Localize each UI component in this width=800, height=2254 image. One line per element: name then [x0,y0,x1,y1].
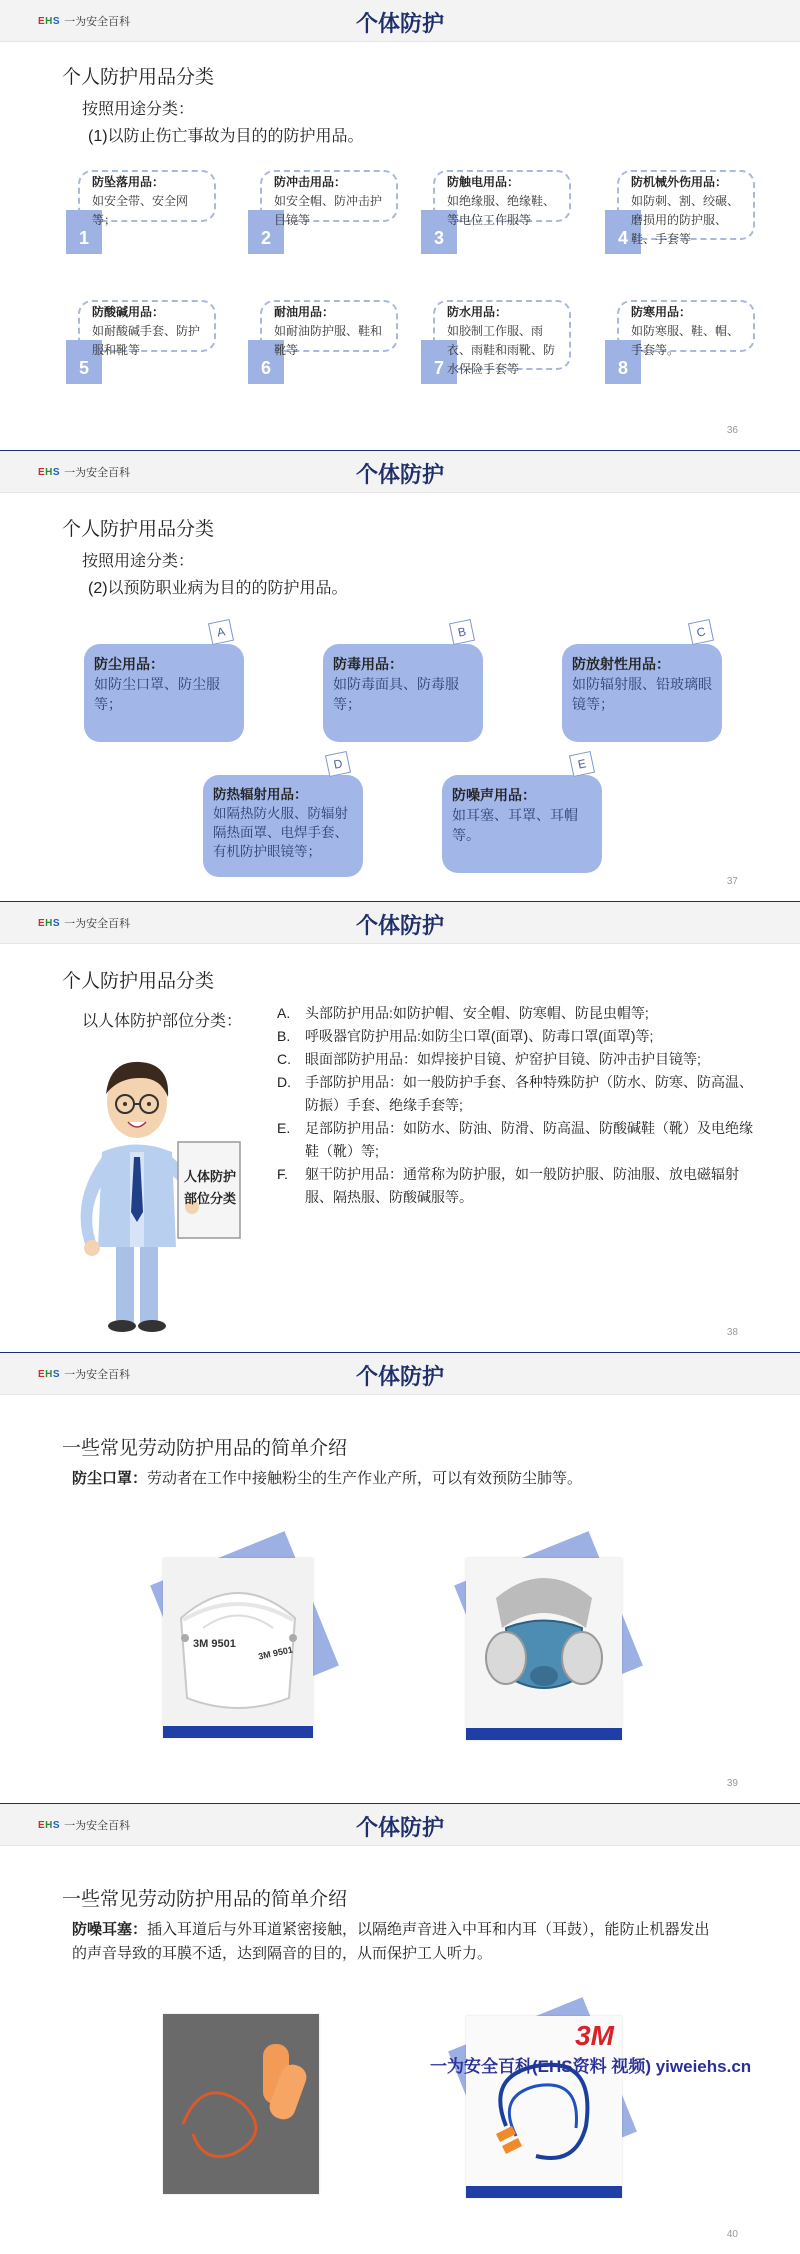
respirator-photo [466,1558,622,1740]
intro-text: 插入耳道后与外耳道紧密接触，以隔绝声音进入中耳和内耳（耳鼓），能防止机器发出的声音导致的耳膜不适，达到隔音的目的，从而保护工人听力。 [72,1921,710,1962]
slide-header [0,1353,800,1395]
box-text [447,173,565,230]
box-number: 3 [421,210,457,254]
box-name: 防寒用品： [631,305,692,319]
slide-title: 个体防护 [355,11,444,36]
slide-title: 个体防护 [355,1815,444,1840]
board-text: 人体防护部位分类 [183,1169,236,1206]
box-number: 6 [248,340,284,384]
category-bubble-c [562,644,722,742]
box-desc: 如安全带、安全网等； [92,194,189,227]
section-subheading: 按照用途分类： [82,101,195,118]
box-number: 8 [605,340,641,384]
bubble-name: 防放射性用品： [572,656,670,672]
item-letter: A. [277,1005,291,1021]
dust-mask-image [163,1558,313,1726]
list-item [277,1117,757,1163]
item-letter: F. [277,1166,288,1182]
earplugs-image [163,2014,319,2194]
box-number: 2 [248,210,284,254]
slide-header [0,451,800,493]
section-subheading: 以人体防护部位分类： [82,1013,243,1030]
slide-36 [0,0,800,450]
bubble-desc: 如耳塞、耳罩、耳帽等。 [452,807,578,843]
item-text: 头部防护用品:如防护帽、安全帽、防寒帽、防昆虫帽等; [305,1005,649,1021]
box-text [92,173,210,230]
category-box-1 [66,170,216,258]
slide-title: 个体防护 [355,1364,444,1389]
list-item [277,1002,757,1025]
category-bubble-e [442,775,602,873]
bubble-name: 防热辐射用品： [213,787,308,802]
category-bubble-d [203,775,363,877]
item-text: 眼面部防护用品：如焊接护目镜、炉窑护目镜、防冲击护目镜等; [305,1051,701,1067]
page-number: 40 [726,2229,738,2240]
slide-title: 个体防护 [355,462,444,487]
logo-mark: EHS [38,466,61,478]
section-heading: 个人防护用品分类 [62,67,215,88]
bubble-tag-c: C [688,619,714,645]
section-heading: 一些常见劳动防护用品的简单介绍 [62,1438,348,1459]
page-number: 37 [726,876,738,887]
box-number: 7 [421,340,457,384]
logo-text: 一为安全百科 [64,16,131,28]
section-subheading: 按照用途分类： [82,553,195,570]
bubble-name: 防尘用品： [94,656,164,672]
box-desc: 如耐油防护服、鞋和靴等 [274,324,383,357]
category-box-4 [605,170,755,258]
box-text [631,303,749,360]
slide-header [0,902,800,944]
category-bubble-a [84,644,244,742]
box-desc: 如绝缘服、绝缘鞋、等电位工作服等 [447,194,556,227]
respirator-image [466,1558,622,1728]
slide-title: 个体防护 [355,913,444,938]
category-box-3 [421,170,571,258]
section-subheading-2: (2)以预防职业病为目的的防护用品。 [88,580,348,597]
bubble-desc: 如防尘口罩、防尘服等； [94,676,220,712]
box-desc: 如防寒服、鞋、帽、手套等。 [631,324,740,357]
box-name: 防冲击用品： [274,175,347,189]
section-heading: 个人防护用品分类 [62,971,215,992]
list-item [277,1163,757,1209]
item-text: 手部防护用品：如一般防护手套、各种特殊防护（防水、防寒、防高温、防振）手套、绝缘手套等; [305,1074,753,1113]
site-watermark: 一为安全百科(EHS资料 视频) yiweiehs.cn [430,2057,752,2076]
intro-label: 防尘口罩： [72,1470,148,1487]
logo-mark: EHS [38,1819,61,1831]
mask-print-right: 3M 9501 [257,1644,294,1662]
item-letter: C. [277,1051,291,1067]
box-text [631,173,749,249]
section-subheading-2: (1)以防止伤亡事故为目的的防护用品。 [88,128,364,145]
item-letter: E. [277,1120,291,1136]
category-list [277,1002,757,1209]
logo-mark: EHS [38,15,61,27]
list-item [277,1025,757,1048]
item-letter: D. [277,1074,291,1090]
list-item [277,1071,757,1117]
box-name: 防机械外伤用品： [631,175,728,189]
box-desc: 如耐酸碱手套、防护服和靴等 [92,324,201,357]
page-number: 39 [726,1778,738,1789]
logo-mark: EHS [38,917,61,929]
slide-39 [0,1353,800,1803]
corded-earplugs-photo [466,2016,622,2198]
logo-text: 一为安全百科 [64,918,131,930]
slide-37 [0,451,800,901]
page-number: 36 [726,425,738,436]
item-letter: B. [277,1028,291,1044]
category-box-2 [248,170,398,258]
bubble-desc: 如隔热防火服、防辐射隔热面罩、电焊手套、有机防护眼镜等； [213,806,348,859]
page-number: 38 [726,1327,738,1338]
brand-logo-3m: 3M [575,2020,614,2051]
box-number: 4 [605,210,641,254]
category-box-6 [248,300,398,388]
box-text [274,303,392,360]
list-item [277,1048,757,1071]
earplugs-photo [163,2014,319,2194]
item-text: 躯干防护用品：通常称为防护服，如一般防护服、防油服、放电磁辐射服、隔热服、防酸碱服等。 [305,1166,739,1205]
slide-header [0,0,800,42]
bubble-tag-e: E [569,751,595,777]
box-name: 防水用品： [447,305,508,319]
slide-38 [0,902,800,1352]
section-heading: 个人防护用品分类 [62,519,215,540]
category-bubble-b [323,644,483,742]
box-desc: 如防刺、割、绞碾、磨损用的防护服、鞋、手套等 [631,194,740,246]
bubble-desc: 如防毒面具、防毒服等； [333,676,459,712]
logo-text: 一为安全百科 [64,1820,131,1832]
box-text [274,173,392,230]
slide-40 [0,1804,800,2254]
dust-mask-photo [163,1558,313,1738]
intro-line [72,1918,712,1966]
box-text [92,303,210,360]
mask-print-left: 3M 9501 [193,1638,236,1650]
bubble-tag-a: A [208,619,234,645]
box-text [447,303,565,379]
box-desc: 如安全帽、防冲击护目镜等 [274,194,383,227]
box-number: 1 [66,210,102,254]
item-text: 足部防护用品：如防水、防油、防滑、防高温、防酸碱鞋（靴）及电绝缘鞋（靴）等; [305,1120,753,1159]
item-text: 呼吸器官防护用品:如防尘口罩(面罩)、防毒口罩(面罩)等; [305,1028,654,1044]
logo-text: 一为安全百科 [64,1369,131,1381]
intro-label: 防噪耳塞： [72,1921,148,1938]
box-desc: 如胶制工作服、雨衣、雨鞋和雨靴、防水保险手套等 [447,324,556,376]
box-name: 耐油用品： [274,305,335,319]
category-box-5 [66,300,216,388]
bubble-tag-b: B [449,619,475,645]
box-name: 防酸碱用品： [92,305,165,319]
category-box-8 [605,300,755,388]
bubble-name: 防毒用品： [333,656,403,672]
section-heading: 一些常见劳动防护用品的简单介绍 [62,1889,348,1910]
bubble-name: 防噪声用品： [452,787,536,803]
logo-text: 一为安全百科 [64,467,131,479]
category-box-7 [421,300,571,388]
bubble-tag-d: D [325,751,351,777]
bubble-desc: 如防辐射服、铅玻璃眼镜等； [572,676,712,712]
box-number: 5 [66,340,102,384]
logo-mark: EHS [38,1368,61,1380]
intro-line [72,1467,582,1488]
intro-text: 劳动者在工作中接触粉尘的生产作业产所，可以有效预防尘肺等。 [147,1470,583,1487]
box-name: 防触电用品： [447,175,520,189]
box-name: 防坠落用品： [92,175,165,189]
slide-header [0,1804,800,1846]
